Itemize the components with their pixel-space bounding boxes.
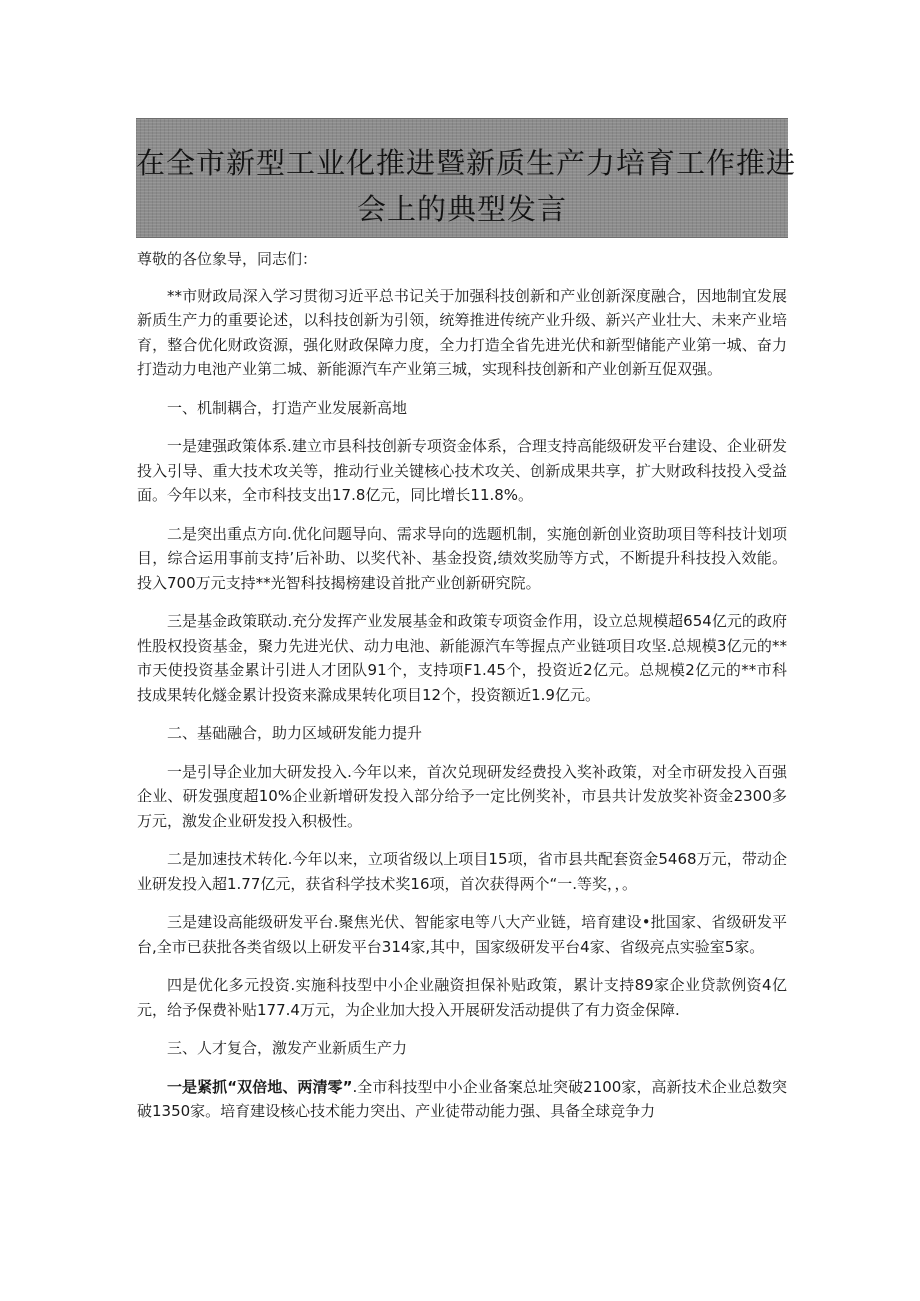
section-2-paragraph-4: 四是优化多元投资.实施科技型中小企业融资担保补贴政策，累计支持89家企业贷款例资4亿元，给予保费补贴177.4万元，为企业加大投入开展研发活动提供了有力资金保障. — [137, 976, 787, 1019]
section-2-paragraph-1: 一是引导企业加大研发投入.今年以来，首次兑现研发经费投入奖补政策，对全市研发投入百强企业、研发强度超10%企业新增研发投入部分给予一定比例奖补，市县共计发放奖补资金2300多万元，激发企业研发投入积极性。 — [137, 762, 787, 830]
section-3-paragraph-1-rest: .全市科技型中小企业备案总址突破2100家，高新技术企业总数突破1350家。培育建设核心技术能力突出、产业徒带动能力强、具备全球竞争力 — [137, 1077, 787, 1120]
section-heading-3: 三、人才复合，激发产业新质生产力 — [167, 1039, 408, 1057]
section-2-paragraph-3: 三是建设高能级研发平台.聚焦光伏、智能家电等八大产业链，培育建设•批国家、省级研发平台,全市已获批各类省级以上研发平台314家,其中，国家级研发平台4家、省级亮点实验室5家。 — [137, 913, 787, 956]
title-banner — [136, 118, 797, 238]
section-1-paragraph-3: 三是基金政策联动.充分发挥产业发展基金和政策专项资金作用，设立总规模超654亿元的政府性股权投资基金，聚力先进光伏、动力电池、新能源汽车等握点产业链项目攻坚.总规模3亿元的**市天使投资基金累计引进人才团队91个，支持项F1.45个，投资近2亿元。总规模2亿元的**市科技成果转化燧金累计投资来滁成果转化项目12个，投资额近1.9亿元。 — [137, 612, 787, 704]
section-heading-2: 二、基础融合，助力区域研发能力提升 — [167, 724, 423, 742]
intro-paragraph: **市财政局深入学习贯彻习近平总书记关于加强科技创新和产业创新深度融合，因地制宜发展新质生产力的重要论述，以科技创新为引领，统筹推进传统产业升级、新兴产业壮大、未来产业培育，整合优化财政资源，强化财政保障力度，全力打造全省先进光伏和新型储能产业第一城、奋力打造动力电池产业第二城、新能源汽车产业第三城，实现科技创新和产业创新互促双强。 — [137, 286, 787, 378]
salutation: 尊敬的各位象导，同志们： — [137, 250, 318, 268]
section-1-paragraph-2: 二是突出重点方向.优化问题导向、需求导向的选题机制，实施创新创业资助项目等科技计划项目，综合运用事前支持’后补助、以奖代补、基金投资,绩效奖励等方式，不断提升科技投入效能。投入700万元支持**光智科技揭榜建设首批产业创新研究院。 — [137, 524, 787, 592]
document-title-line-2: 会上的典型发言 — [356, 192, 567, 226]
section-heading-1: 一、机制耦合，打造产业发展新高地 — [167, 398, 408, 417]
document-title-line-1: 在全市新型工业化推进暨新质生产力培育工作推进 — [136, 146, 797, 180]
section-1-paragraph-1: 一是建强政策体系.建立市县科技创新专项资金体系，合理支持高能级研发平台建设、企业研发投入引导、重大技术攻关等，推动行业关键核心技术攻关、创新成果共享，扩大财政科技投入受益面。今年以来，全市科技支出17.8亿元，同比增长11.8%。 — [137, 437, 787, 504]
section-3-paragraph-1 — [137, 1075, 787, 1124]
section-3-paragraph-1-lead: 一是紧抓“双倍地、两清零” — [167, 1077, 353, 1096]
section-2-paragraph-2: 二是加速技术转化.今年以来，立项省级以上项目15项，省市县共配套资金5468万元，带动企业研发投入超1.77亿元，获省科学技术奖16项，首次获得两个“一.等奖，，。 — [137, 850, 787, 893]
document-body — [137, 247, 787, 1138]
